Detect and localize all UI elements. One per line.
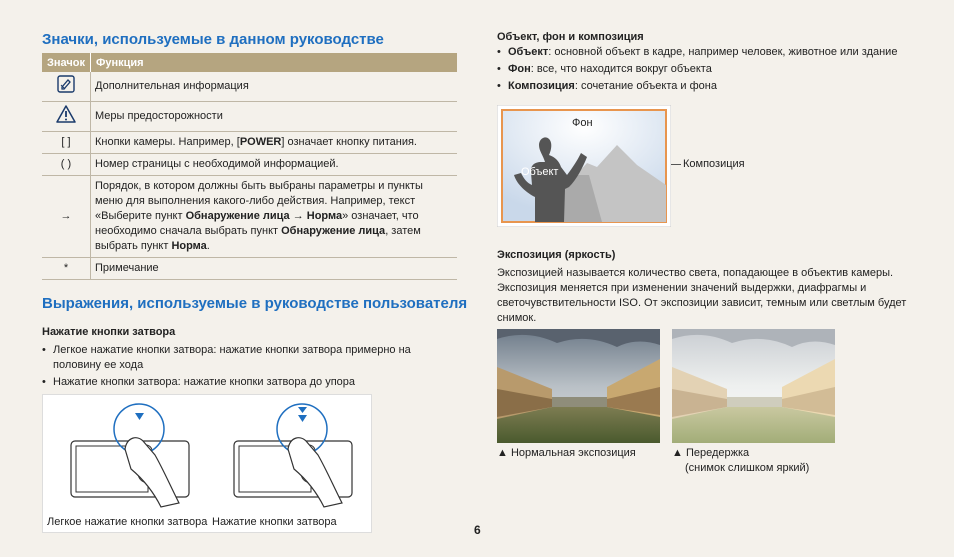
table-cell: Порядок, в котором должны быть выбраны параметры и пункты меню для выполнения какого-либо действия. Например, текст «Выберите пункт Обнаружение лица → Норма» означает, что необходимо сначала выбрать пункт Обнаружение лица, затем выбрать пункт Норма. — [91, 176, 458, 258]
table-header-function: Функция — [91, 53, 458, 72]
shutter-bullets — [42, 343, 442, 392]
shutter-illustration — [42, 394, 372, 533]
table-symbol: ( ) — [42, 154, 91, 176]
table-row — [42, 132, 457, 154]
note-icon — [57, 75, 75, 98]
composition-pointer-line — [671, 164, 681, 165]
table-header-row — [42, 53, 457, 72]
caption-normal-exposure: ▲ Нормальная экспозиция — [497, 447, 636, 459]
table-header-icon: Значок — [42, 53, 91, 72]
table-symbol: [ ] — [42, 132, 91, 154]
camera-half-press — [71, 404, 189, 507]
icons-table — [42, 53, 457, 280]
list-item: • Объект: основной объект в кадре, например человек, животное или здание — [497, 45, 917, 60]
table-cell: Примечание — [91, 258, 458, 280]
caption-half-press: Легкое нажатие кнопки затвора — [47, 516, 208, 528]
photo-overexposure — [672, 329, 835, 443]
caption-overexposure-note: (снимок слишком яркий) — [685, 462, 810, 474]
table-row — [42, 258, 457, 280]
label-background: Фон — [572, 117, 593, 129]
expressions-section-title: Выражения, используемые в руководстве пользователя — [42, 295, 468, 312]
photo-normal-exposure — [497, 329, 660, 443]
table-row — [42, 154, 457, 176]
table-row — [42, 72, 457, 102]
list-item: • Легкое нажатие кнопки затвора: нажатие кнопки затвора примерно на половину ее хода — [42, 343, 442, 373]
composition-subtitle: Объект, фон и композиция — [497, 31, 644, 43]
exposure-subtitle: Экспозиция (яркость) — [497, 249, 616, 261]
caption-overexposure: ▲ Передержка — [672, 447, 750, 459]
table-row — [42, 176, 457, 258]
table-cell: Дополнительная информация — [91, 72, 458, 102]
exposure-text: Экспозицией называется количество света, попадающее в объектив камеры. Экспозиция меняется при изменении значений выдержки, диафрагмы и светочувствительности ISO. От экспозиции зависит, темным или светлым будет снимок. — [497, 267, 907, 324]
label-subject: Объект — [521, 166, 559, 178]
table-cell: Меры предосторожности — [91, 102, 458, 132]
list-item: • Композиция: сочетание объекта и фона — [497, 79, 917, 94]
composition-bullets — [497, 45, 917, 96]
composition-illustration — [497, 105, 671, 227]
shutter-drawing — [43, 395, 371, 532]
shutter-subtitle: Нажатие кнопки затвора — [42, 326, 176, 338]
caption-full-press: Нажатие кнопки затвора — [212, 516, 337, 528]
table-cell: Номер страницы с необходимой информацией. — [91, 154, 458, 176]
list-item: • Фон: все, что находится вокруг объекта — [497, 62, 917, 77]
list-item: • Нажатие кнопки затвора: нажатие кнопки затвора до упора — [42, 375, 442, 390]
label-composition: Композиция — [683, 158, 745, 170]
icons-section-title: Значки, используемые в данном руководстве — [42, 31, 384, 48]
table-symbol: * — [42, 258, 91, 280]
table-cell: Кнопки камеры. Например, [POWER] означает кнопку питания. — [91, 132, 458, 154]
page-number: 6 — [474, 523, 481, 537]
table-row — [42, 102, 457, 132]
warning-icon — [56, 105, 76, 128]
camera-full-press — [234, 404, 352, 507]
table-symbol: → — [42, 176, 91, 258]
